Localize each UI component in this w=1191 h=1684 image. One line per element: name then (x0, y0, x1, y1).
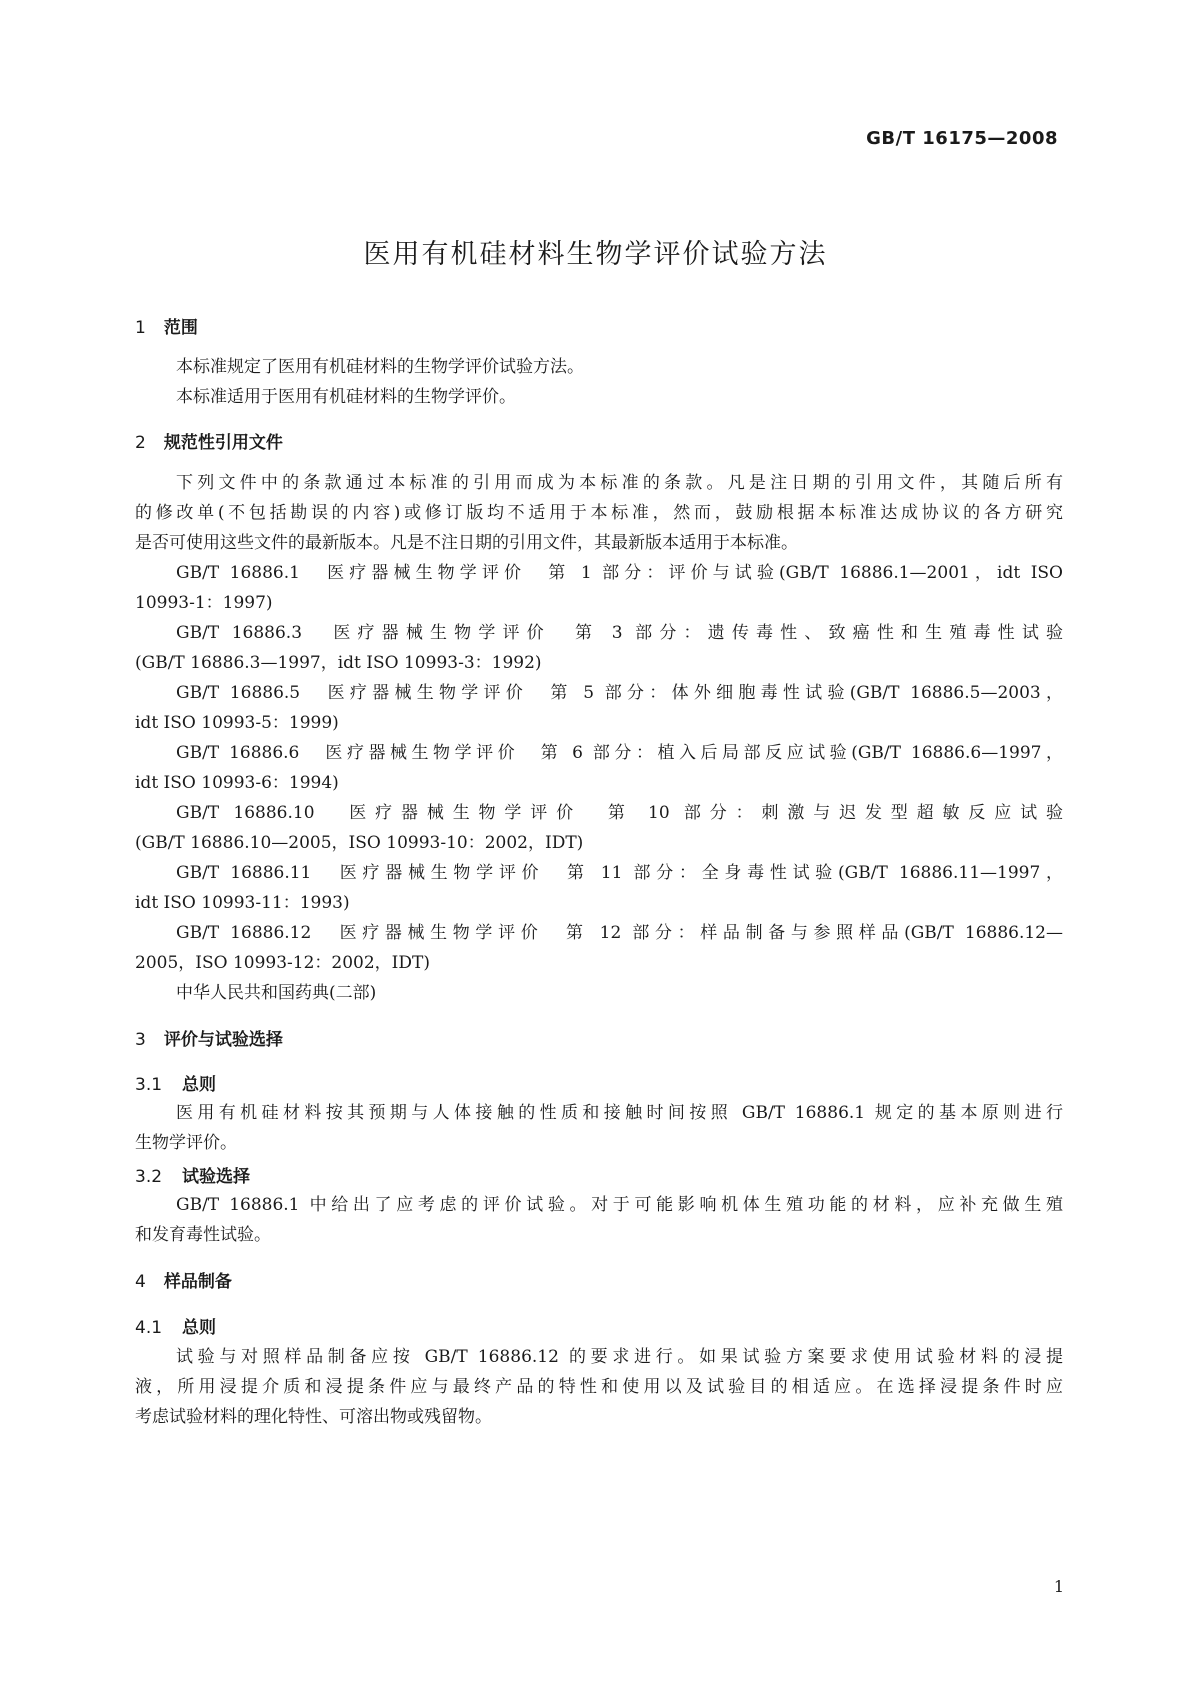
text-line: 和发育毒性试验。 (135, 1225, 271, 1245)
reference-gbt16886-3 (135, 618, 1063, 678)
section-3-2-heading (135, 1162, 250, 1187)
section-3-2-paragraph (135, 1190, 1063, 1250)
section-number: 4 (135, 1272, 146, 1292)
section-1-heading (135, 313, 198, 338)
text-line: 下列文件中的条款通过本标准的引用而成为本标准的条款。凡是注日期的引用文件，其随后所有 (176, 473, 1063, 493)
section-4-heading (135, 1267, 232, 1292)
document-title: 医用有机硅材料生物学评价试验方法 (363, 239, 828, 270)
text-line: GB/T 16886.1 中给出了应考虑的评价试验。对于可能影响机体生殖功能的材料，应补充做生殖 (176, 1195, 1063, 1215)
section-4-1-heading (135, 1313, 216, 1338)
page-number: 1 (1053, 1577, 1064, 1596)
section-title: 试验选择 (182, 1167, 251, 1187)
text-line: (GB/T 16886.10—2005，ISO 10993-10：2002，IDT) (135, 833, 584, 853)
text-line: 考虑试验材料的理化特性、可溶出物或残留物。 (135, 1407, 492, 1427)
section-4-1-paragraph (135, 1342, 1063, 1432)
section-number: 1 (135, 318, 146, 338)
section-2-intro (135, 468, 1063, 558)
section-number: 3 (135, 1030, 146, 1050)
section-number: 2 (135, 433, 146, 453)
text-line: idt ISO 10993-5：1999) (135, 713, 339, 733)
text-line: 液，所用浸提介质和浸提条件应与最终产品的特性和使用以及试验目的相适应。在选择浸提条件时应 (135, 1377, 1063, 1397)
text-line: 的修改单(不包括勘误的内容)或修订版均不适用于本标准，然而，鼓励根据本标准达成协议的各方研究 (135, 503, 1063, 523)
text-line: GB/T 16886.6 医疗器械生物学评价 第 6 部分：植入后局部反应试验(GB/T 16886.6—1997， (176, 743, 1063, 763)
text-line: GB/T 16886.10 医疗器械生物学评价 第 10 部分：刺激与迟发型超敏反应试验 (176, 803, 1063, 823)
section-title: 规范性引用文件 (163, 433, 283, 453)
text-line: GB/T 16886.5 医疗器械生物学评价 第 5 部分：体外细胞毒性试验(GB/T 16886.5—2003， (176, 683, 1063, 703)
text-line: 10993-1：1997) (135, 593, 273, 613)
reference-gbt16886-11 (135, 858, 1063, 918)
section-number: 3.2 (135, 1167, 163, 1187)
section-number: 3.1 (135, 1075, 163, 1095)
section-title: 范围 (163, 318, 198, 338)
reference-gbt16886-10 (135, 798, 1063, 858)
section-2-heading (135, 428, 283, 453)
reference-pharmacopoeia (135, 978, 1063, 1008)
section-3-heading (135, 1025, 283, 1050)
text-line: GB/T 16886.3 医疗器械生物学评价 第 3 部分：遗传毒性、致癌性和生殖毒性试验 (176, 623, 1063, 643)
text-line: 本标准规定了医用有机硅材料的生物学评价试验方法。 (176, 357, 584, 377)
standard-code: GB/T 16175—2008 (866, 128, 1058, 149)
text-line: idt ISO 10993-11：1993) (135, 893, 350, 913)
section-title: 评价与试验选择 (163, 1030, 283, 1050)
text-line: (GB/T 16886.3—1997，idt ISO 10993-3：1992) (135, 653, 542, 673)
reference-gbt16886-5 (135, 678, 1063, 738)
section-number: 4.1 (135, 1318, 163, 1338)
text-line: GB/T 16886.11 医疗器械生物学评价 第 11 部分：全身毒性试验(GB/T 16886.11—1997， (176, 863, 1063, 883)
section-title: 样品制备 (163, 1272, 232, 1292)
section-title: 总则 (182, 1075, 217, 1095)
section-1-paragraph-2 (135, 382, 1063, 412)
text-line: GB/T 16886.12 医疗器械生物学评价 第 12 部分：样品制备与参照样品(GB/T 16886.12— (176, 923, 1063, 943)
text-line: 2005，ISO 10993-12：2002，IDT) (135, 953, 431, 973)
text-line: idt ISO 10993-6：1994) (135, 773, 339, 793)
text-line: 中华人民共和国药典(二部) (176, 983, 377, 1003)
text-line: 医用有机硅材料按其预期与人体接触的性质和接触时间按照 GB/T 16886.1 规定的基本原则进行 (176, 1103, 1063, 1123)
text-line: 生物学评价。 (135, 1133, 237, 1153)
reference-gbt16886-1 (135, 558, 1063, 618)
text-line: GB/T 16886.1 医疗器械生物学评价 第 1 部分：评价与试验(GB/T 16886.1—2001，idt ISO (176, 563, 1063, 583)
reference-gbt16886-12 (135, 918, 1063, 978)
section-3-1-heading (135, 1070, 216, 1095)
text-line: 试验与对照样品制备应按 GB/T 16886.12 的要求进行。如果试验方案要求使用试验材料的浸提 (176, 1347, 1063, 1367)
section-title: 总则 (182, 1318, 217, 1338)
text-line: 是否可使用这些文件的最新版本。凡是不注日期的引用文件，其最新版本适用于本标准。 (135, 533, 798, 553)
section-3-1-paragraph (135, 1098, 1063, 1158)
reference-gbt16886-6 (135, 738, 1063, 798)
section-1-paragraph-1 (135, 352, 1063, 382)
text-line: 本标准适用于医用有机硅材料的生物学评价。 (176, 387, 516, 407)
